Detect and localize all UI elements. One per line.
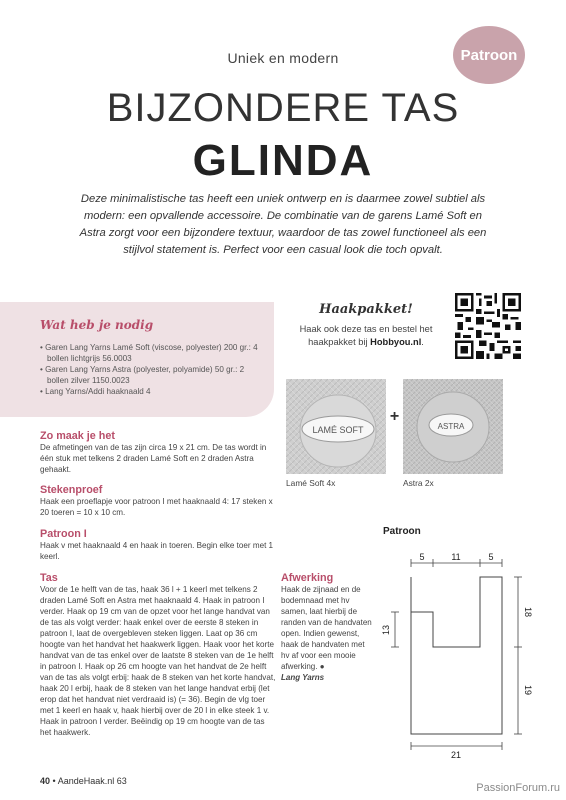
footer-bullet: • <box>52 776 56 786</box>
yarn-label-lame-soft: LAMÉ SOFT <box>312 425 364 435</box>
pattern-label: Patroon <box>383 526 421 537</box>
subtitle: Uniek en modern <box>227 50 339 66</box>
list-item: • Garen Lang Yarns Lamé Soft (viscose, polyester) 200 gr.: 4 bollen lichtgrijs 56.0003 <box>40 342 260 364</box>
section-text: Haak v met haaknaald 4 en haak in toeren. Begin elke toer met 1 keerl. <box>40 541 274 561</box>
intro-text: Deze minimalistische tas heeft een uniek ontwerp en is daarmee zowel subtiel als modern: een opvallende accessoire. De combinatie van de garens Lamé Soft en Astra zorgt voor een bijzondere textuur, waardoor de tas zowel functioneel als een stijlvol statement is. Perfect voor een casual look die toch opvalt. <box>79 193 487 256</box>
section-heading: Tas <box>40 572 58 584</box>
yarn-photo-lame-soft <box>286 379 386 474</box>
watermark: PassionForum.ru <box>476 782 560 794</box>
dim-bottom: 21 <box>450 750 462 760</box>
kit-text <box>280 323 452 349</box>
section-afwerking <box>281 572 373 683</box>
badge-label: Patroon <box>460 46 518 64</box>
page-title-line1: BIJZONDERE TAS <box>106 86 460 130</box>
section-text: De afmetingen van de tas zijn circa 19 x 21 cm. De tas wordt in één stuk met telkens 2 draden Lamé Soft en 2 draden Astra gehaakt. <box>40 443 267 474</box>
dim-right-lower: 19 <box>523 684 533 696</box>
section-heading: Afwerking <box>281 572 334 584</box>
dim-top-left: 5 <box>419 552 425 562</box>
dim-right-upper: 18 <box>523 606 533 618</box>
dim-top-mid: 11 <box>451 552 461 562</box>
dim-top-right: 5 <box>488 552 494 562</box>
list-item: • Lang Yarns/Addi haaknaald 4 <box>40 386 260 397</box>
section-text: Voor de 1e helft van de tas, haak 36 l + 1 keerl met telkens 2 draden Lamé Soft en Astra met haaknaald 4. Haak in patroon I verder. Haak op 19 cm van de opzet voor het lange handvat van de tas als volgt verder: haak enkel over de eerste 8 steken in patroon I, laat de overgebleven steken liggen. Laat op 36 cm hoogte van het handvat het haakwerk liggen. Haak voor het korte handvat van de tas enkel over de laatste 8 steken van de 1e helft in patroon I. Haak op 26 cm hoogte van het handvat de 2e helft van de tas als volgt erbij: haak de 8 steken van het korte handvat, haak 20 l erbij, haak de 8 steken van het lange handvat erbij (let erop dat het handvat niet verdraaid is) (= 36). Begin de vlg toer met 1 keerl en haak v, haak hierbij over de 20 l in elke steek 1 v. Haak in patroon I verder. Beëindig op 19 cm hoogte van de tas het haakwerk. <box>40 585 276 737</box>
kit-link[interactable]: Hobbyou.nl <box>370 337 422 347</box>
yarn-label-astra: ASTRA <box>437 422 465 431</box>
section-zo-maak <box>40 430 276 475</box>
dim-left: 13 <box>381 624 391 636</box>
materials-title: Wat heb je nodig <box>40 318 154 332</box>
kit-title: Haakpakket! <box>319 302 413 317</box>
pattern-diagram <box>381 552 531 760</box>
list-item: • Garen Lang Yarns Astra (polyester, polyamide) 50 gr.: 2 bollen zilver 1150.0023 <box>40 364 260 386</box>
yarn-photo-astra <box>403 379 503 474</box>
afwerking-text: Haak de zijnaad en de bodemnaad met hv samen, laat hierbij de randen van de handvaten open. Indien gewenst, haak de handvaten met hv af voor een mooie afwerking. <box>281 585 372 671</box>
plus-sign: + <box>389 408 400 425</box>
kit-text-after: . <box>421 337 424 347</box>
section-heading: Stekenproef <box>40 484 103 496</box>
qr-code-icon[interactable] <box>455 293 521 359</box>
page-title-line2: GLINDA <box>192 136 374 185</box>
magazine-name: AandeHaak.nl 63 <box>57 776 127 786</box>
section-stekenproef <box>40 484 276 518</box>
caption-lame-soft: Lamé Soft 4x <box>286 478 336 488</box>
end-mark: ● <box>319 662 325 671</box>
caption-astra: Astra 2x <box>403 478 434 488</box>
section-patroon-i <box>40 528 276 562</box>
credit: Lang Yarns <box>281 673 325 682</box>
section-text: Haak een proeflapje voor patroon I met haaknaald 4: 17 steken x 20 toeren = 10 x 10 cm. <box>40 497 273 517</box>
page-number: 40 <box>40 776 51 786</box>
section-text <box>281 584 373 683</box>
page-footer <box>40 776 127 786</box>
section-heading: Zo maak je het <box>40 430 116 442</box>
materials-list <box>40 342 260 397</box>
section-heading: Patroon I <box>40 528 87 540</box>
section-tas <box>40 572 276 738</box>
kit-text-before: Haak ook deze tas en bestel het haakpakket bij <box>299 324 433 347</box>
